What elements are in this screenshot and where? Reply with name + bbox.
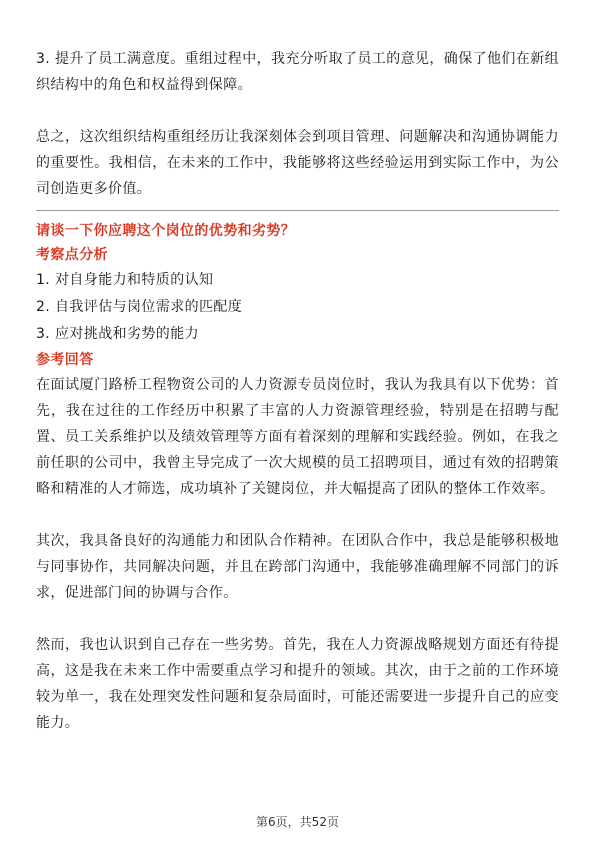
question-heading: 请谈一下你应聘这个岗位的优势和劣势？ (36, 223, 296, 239)
answer-paragraph-communication: 其次，我具备良好的沟通能力和团队合作精神。在团队合作中，我总是能够积极地与同事协作，共同解决问题，并且在跨部门沟通中，我能够准确理解不同部门的诉求，促进部门间的协调与合作。 (36, 533, 559, 601)
paragraph-summary: 总之，这次组织结构重组经历让我深刻体会到项目管理、问题解决和沟通协调能力的重要性。我相信，在未来的工作中，我能够将这些经验运用到实际工作中，为公司创造更多价值。 (36, 129, 559, 197)
answer-heading: 参考回答 (36, 352, 94, 368)
analysis-item: 1. 对自身能力和特质的认知 (36, 272, 214, 288)
page-content (36, 46, 559, 736)
analysis-item: 3. 应对挑战和劣势的能力 (36, 326, 200, 342)
analysis-heading: 考察点分析 (36, 247, 108, 263)
section-divider (36, 210, 559, 211)
answer-paragraph-strengths: 在面试厦门路桥工程物资公司的人力资源专员岗位时，我认为我具有以下优势：首先，我在过往的工作经历中积累了丰富的人力资源管理经验，特别是在招聘与配置、员工关系维护以及绩效管理等方面有着深刻的理解和实践经验。例如，在我之前任职的公司中，我曾主导完成了一次大规模的员工招聘项目，通过有效的招聘策略和精准的人才筛选，成功填补了关键岗位，并大幅提高了团队的整体工作效率。 (36, 377, 559, 497)
paragraph-improved-satisfaction: 3. 提升了员工满意度。重组过程中，我充分听取了员工的意见，确保了他们在新组织结构中的角色和权益得到保障。 (36, 51, 560, 93)
answer-paragraph-weaknesses: 然而，我也认识到自己存在一些劣势。首先，我在人力资源战略规划方面还有待提高，这是我在未来工作中需要重点学习和提升的领域。其次，由于之前的工作环境较为单一，我在处理突发性问题和复杂局面时，可能还需要进一步提升自己的应变能力。 (36, 637, 559, 731)
page-number: 第6页，共52页 (256, 815, 339, 829)
analysis-item: 2. 自我评估与岗位需求的匹配度 (36, 299, 243, 315)
